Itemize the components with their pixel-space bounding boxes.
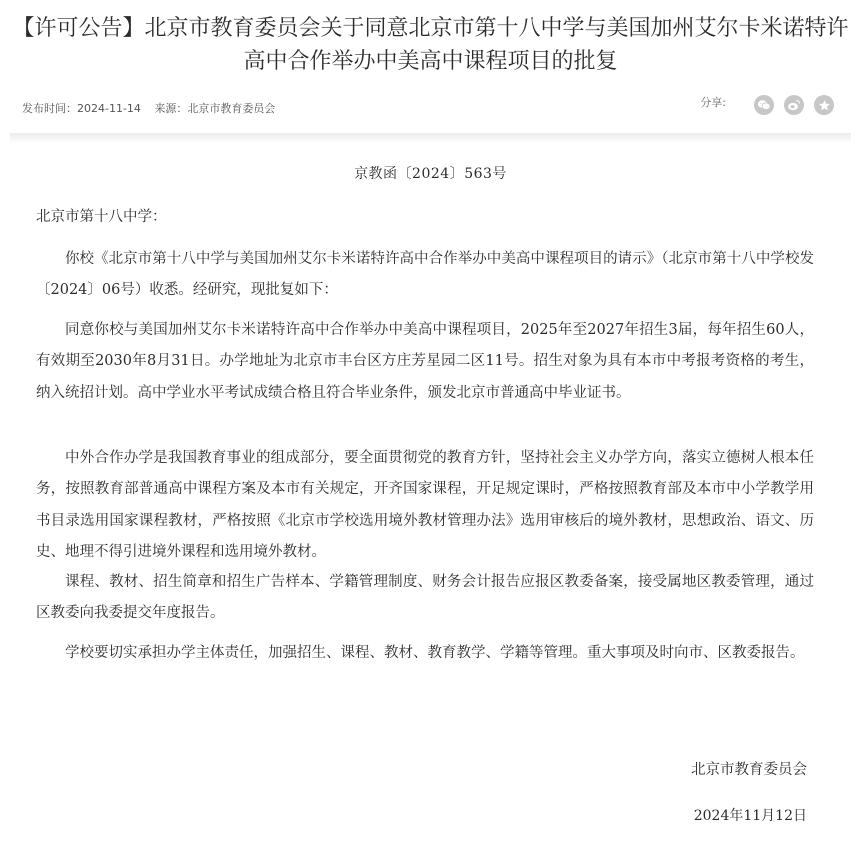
paragraph-1: 你校《北京市第十八中学与美国加州艾尔卡米诺特许高中合作举办中美高中课程项目的请示》（北京市第十八中学校发〔2024〕06号）收悉。经研究，现批复如下： bbox=[36, 251, 814, 299]
share-label: 分享: bbox=[700, 96, 726, 109]
share-bar bbox=[700, 94, 834, 116]
document-number: 京教函〔2024〕563号 bbox=[354, 166, 507, 182]
paragraph-2: 同意你校与美国加州艾尔卡米诺特许高中合作举办中美高中课程项目，2025年至2027年招生3届，每年招生60人，有效期至2030年8月31日。办学地址为北京市丰台区方庄芳星园二区11号。招生对象为具有本市中考报考资格的考生，纳入统招计划。高中学业水平考试成绩合格且符合毕业条件，颁发北京市普通高中毕业证书。 bbox=[36, 322, 814, 401]
favorite-star-icon[interactable] bbox=[814, 95, 834, 115]
weibo-icon[interactable] bbox=[784, 95, 804, 115]
salutation: 北京市第十八中学： bbox=[36, 209, 167, 225]
paragraph-3: 中外合作办学是我国教育事业的组成部分，要全面贯彻党的教育方针，坚持社会主义办学方向，落实立德树人根本任务，按照教育部普通高中课程方案及本市有关规定，开齐国家课程，开足规定课时，严格按照教育部及本市中小学教学用书目录选用国家课程教材，严格按照《北京市学校选用境外教材管理办法》选用审核后的境外教材，思想政治、语文、历史、地理不得引进境外课程和选用境外教材。 bbox=[36, 450, 814, 560]
paragraph-4: 课程、教材、招生简章和招生广告样本、学籍管理制度、财务会计报告应报区教委备案，接受属地区教委管理，通过区教委向我委提交年度报告。 bbox=[36, 574, 814, 622]
article-meta-bar bbox=[14, 90, 834, 124]
header-divider bbox=[10, 133, 851, 143]
paragraph-5: 学校要切实承担办学主体责任，加强招生、课程、教材、教育教学、学籍等管理。重大事项及时向市、区教委报告。 bbox=[65, 645, 805, 661]
article-source: 来源：北京市教育委员会 bbox=[154, 102, 276, 115]
article-meta bbox=[22, 100, 285, 116]
publish-time: 发布时间：2024-11-14 bbox=[22, 102, 141, 115]
signature-organization: 北京市教育委员会 bbox=[691, 762, 807, 778]
signature-date: 2024年11月12日 bbox=[693, 808, 807, 824]
wechat-icon[interactable] bbox=[754, 95, 774, 115]
article-title: 【许可公告】北京市教育委员会关于同意北京市第十八中学与美国加州艾尔卡米诺特许高中合作举办中美高中课程项目的批复 bbox=[12, 16, 849, 74]
